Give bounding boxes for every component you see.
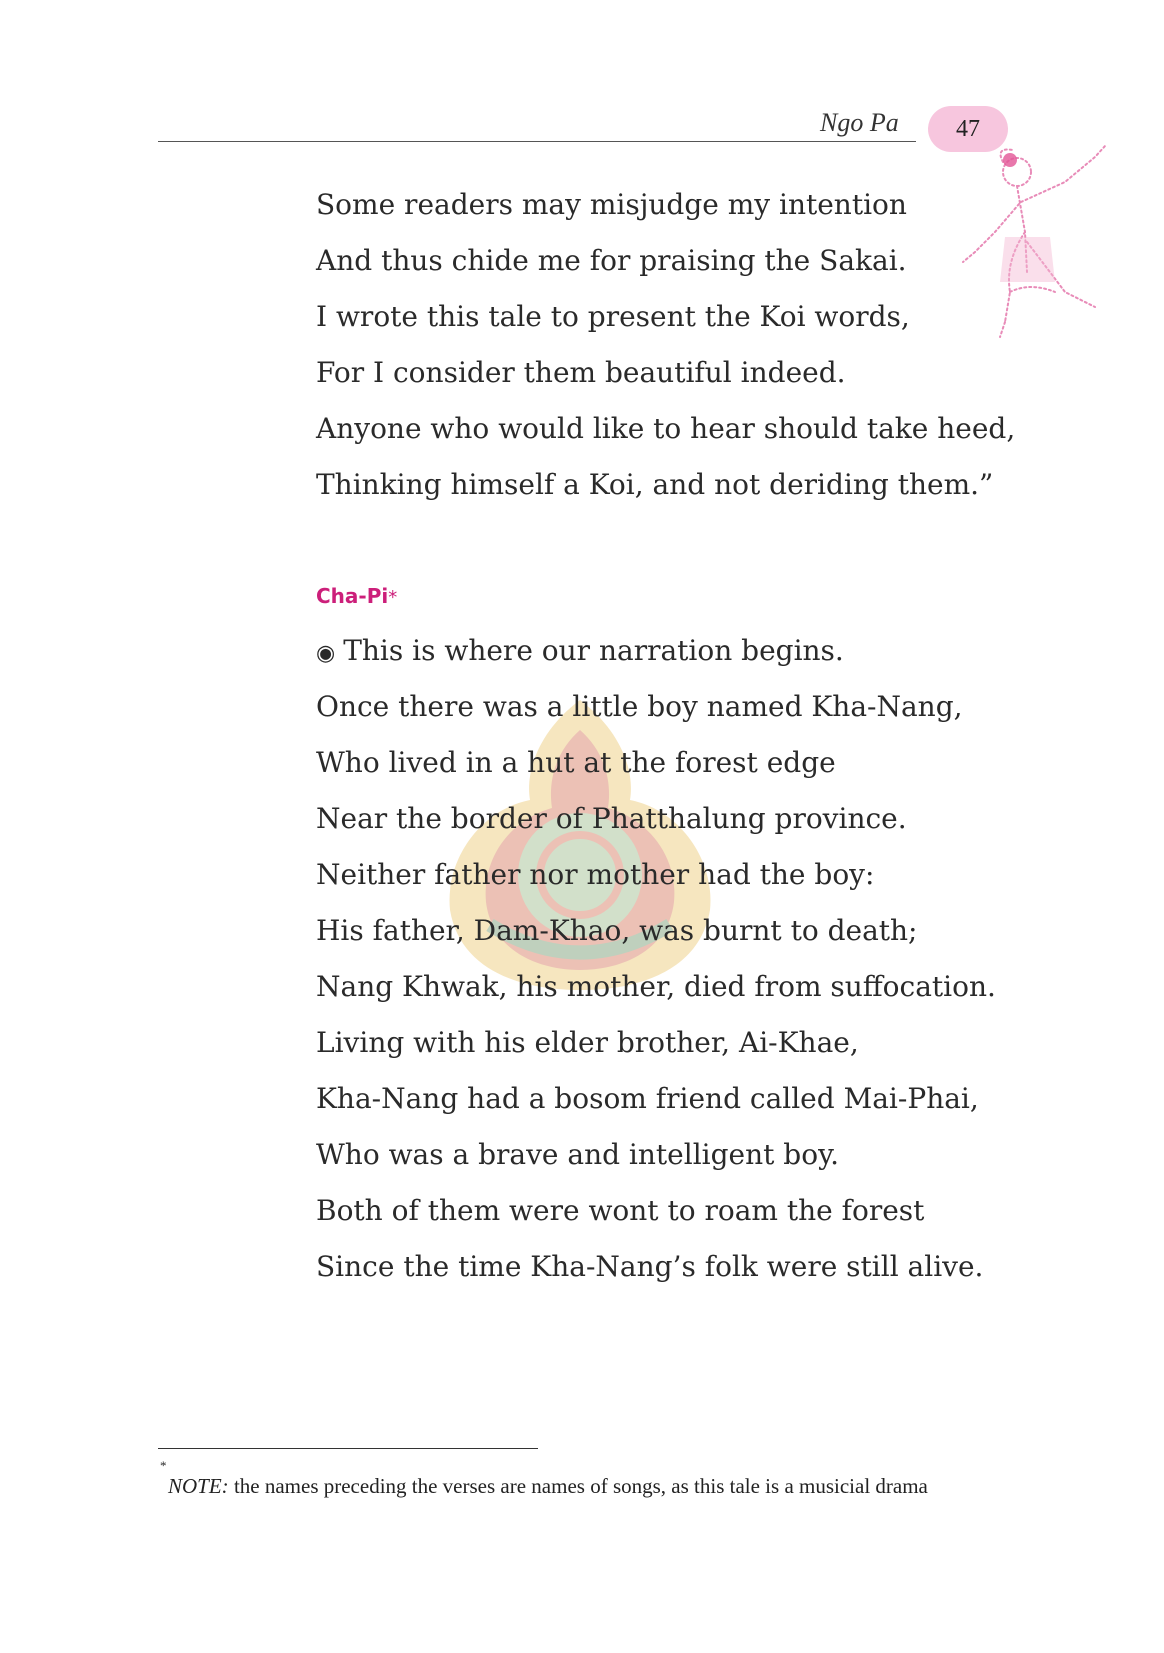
verse-line: Near the border of Phatthalung province. (316, 802, 907, 835)
verse-line: Both of them were wont to roam the forest (316, 1194, 925, 1227)
footnote-marker: * (388, 587, 398, 608)
verse-line-text: This is where our narration begins. (343, 634, 844, 667)
verse-line: And thus chide me for praising the Sakai. (316, 244, 907, 277)
verse-line-first (316, 623, 996, 679)
footnote-lead: NOTE: (168, 1474, 229, 1498)
stanza-2 (316, 623, 996, 1295)
footnote-text: the names preceding the verses are names of songs, as this tale is a musicial drama (228, 1474, 928, 1498)
verse-line: Some readers may misjudge my intention (316, 188, 907, 221)
verse-line: Once there was a little boy named Kha-Nang, (316, 690, 963, 723)
page-number: 47 (956, 115, 980, 142)
verse-line: His father, Dam-Khao, was burnt to death; (316, 914, 918, 947)
header-rule (158, 141, 916, 142)
verse-line: Kha-Nang had a bosom friend called Mai-Phai, (316, 1082, 979, 1115)
verse-line: For I consider them beautiful indeed. (316, 356, 846, 389)
footnote-star: * (160, 1458, 167, 1473)
song-title-text: Cha-Pi (316, 584, 389, 608)
running-title: Ngo Pa (820, 108, 899, 137)
verse-line: I wrote this tale to present the Koi words, (316, 300, 910, 333)
verse-line: Living with his elder brother, Ai-Khae, (316, 1026, 859, 1059)
verse-line: Thinking himself a Koi, and not deriding them.” (316, 468, 994, 501)
stanza-1 (316, 177, 1015, 513)
song-title (316, 584, 397, 608)
verse-line: Neither father nor mother had the boy: (316, 858, 875, 891)
footnote-rule (158, 1448, 538, 1449)
verse-line: Who lived in a hut at the forest edge (316, 746, 836, 779)
verse-line: Anyone who would like to hear should take heed, (316, 412, 1016, 445)
verse-line: Since the time Kha-Nang’s folk were still alive. (316, 1250, 984, 1283)
verse-line: Who was a brave and intelligent boy. (316, 1138, 840, 1171)
footnote (168, 1474, 928, 1499)
bullet-icon: ◉ (316, 641, 336, 666)
verse-line: Nang Khwak, his mother, died from suffocation. (316, 970, 996, 1003)
